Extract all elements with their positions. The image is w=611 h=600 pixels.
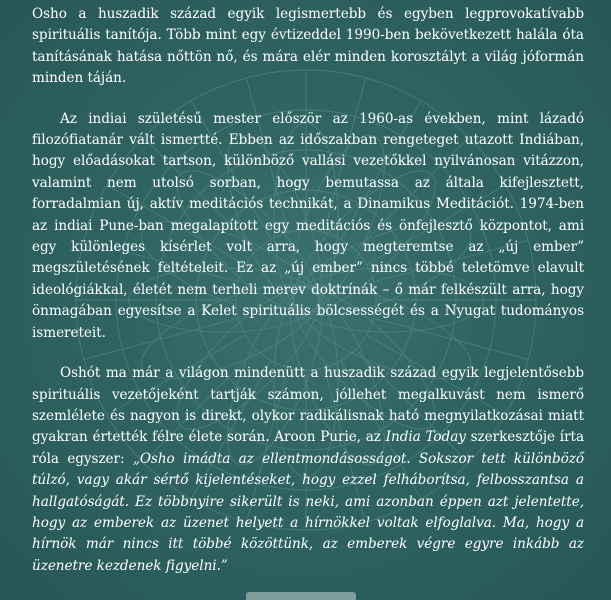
back-cover-text bbox=[32, 4, 584, 596]
editor-quote: „Osho imádta az ellentmondásosságot. Sokszor tett különböző túlzó, vagy akár sértő kijelentéseket, hogy ezzel felháborítsa, felbosszantsa a hallgatóságát. Ez többnyire sikerült is neki, ami azonban éppen azt jelentette, hogy az emberek az üzenet helyett a hírnökkel voltak elfoglalva. Ma, hogy a hírnök már nincs itt többé közöttünk, az emberek végre egyre inkább az üzenetre kezdenek figyelni.” bbox=[32, 450, 584, 574]
paragraph-biography: Az indiai születésű mester először az 1960-as években, mint lázadó filozófiatanár vált ismertté. Ebben az időszakban rengeteget utazott Indiában, hogy előadásokat tartson, különböző vallási vezetőkkel nyilvánosan vitázzon, valamint nem utolsó sorban, hogy bemutassa az általa kifejlesztett, forradalmian új, aktív meditációs technikát, a Dinamikus Meditációt. 1974-ben az indiai Pune-ban megalapított egy meditációs és önfejlesztő központot, ami egy különleges kísérlet volt arra, hogy megteremtse az „új ember” megszületésének feltételeit. Ez az „új ember” nincs többé teletömve elavult ideológiákkal, életét nem terheli merev doktrínák – ő már felkészült arra, hogy önmagában egyesítse a Kelet spirituális bölcsességét és a Nyugat tudományos ismereteit. bbox=[32, 110, 584, 341]
magazine-title: India Today bbox=[385, 429, 466, 446]
legacy-intro: Oshót ma már a világon mindenütt a huszadik század egyik legjelentősebb spirituális vezetőjeként tartják számon, jóllehet megalkuvást nem ismerő szemlélete és nagyon is direkt, olykor radikálisnak ható megnyilatkozásai miatt gyakran értették félre élete során. Aroon Purie, az bbox=[32, 365, 584, 446]
paragraph-legacy bbox=[32, 363, 584, 577]
paragraph-intro: Osho a huszadik század egyik legismertebb és egyben legprovokatívabb spirituális tanítója. Több mint egy évtizeddel 1990-ben bekövetkezett halála óta tanításának hatása nőttön nő, és mára elér minden korosztályt a világ jóformán minden táján. bbox=[32, 6, 584, 87]
legacy-middle: szerkesztője írta róla egyszer: bbox=[32, 429, 584, 467]
bottom-tab bbox=[246, 592, 356, 600]
